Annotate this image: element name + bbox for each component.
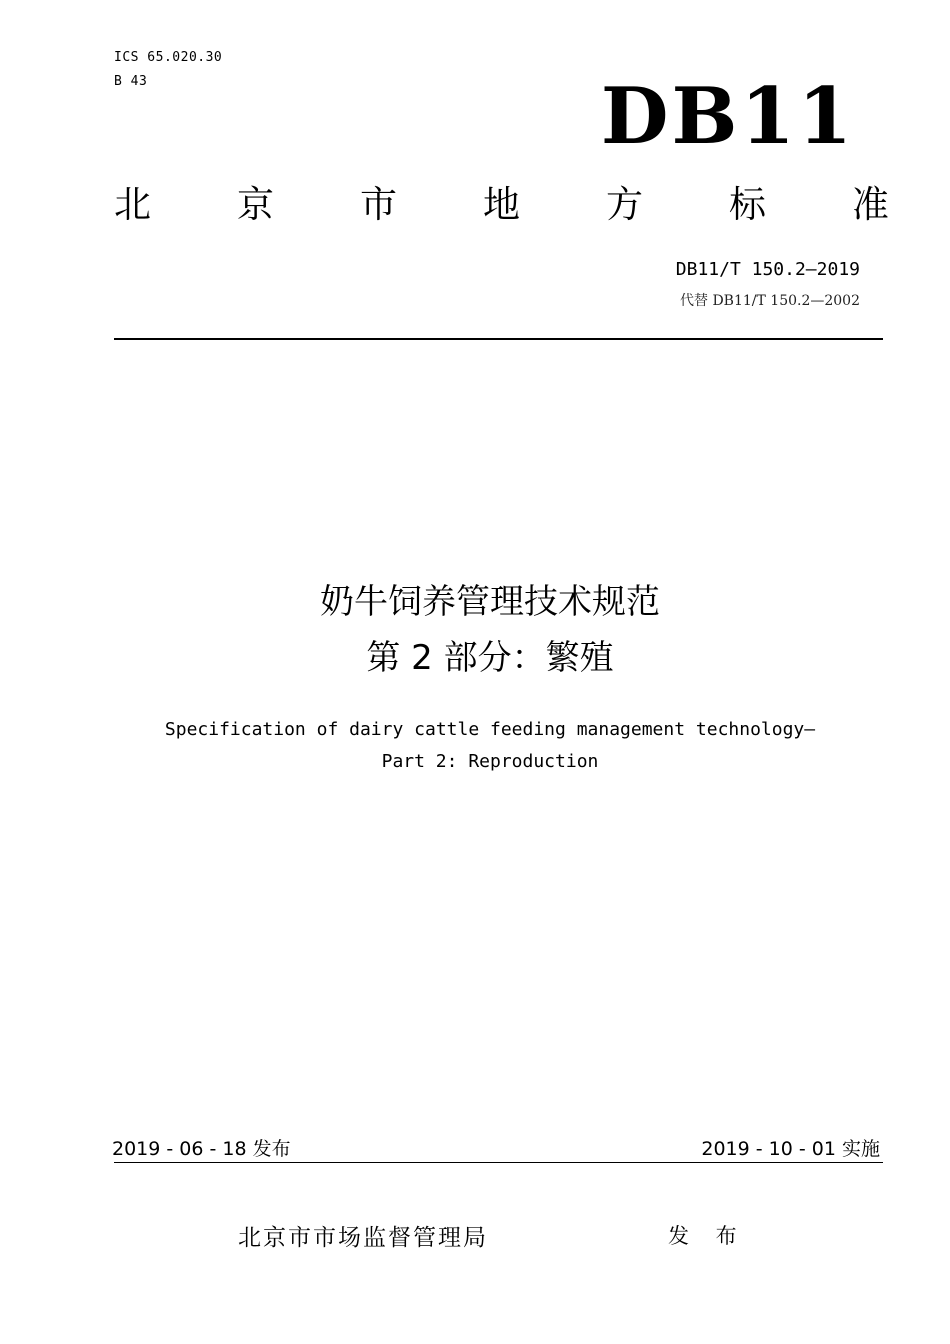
standard-type-char: 准 <box>852 183 889 226</box>
ics-code: ICS 65.020.30 <box>114 50 223 65</box>
standard-type-char: 方 <box>606 183 643 226</box>
top-divider <box>114 338 883 340</box>
bottom-divider <box>114 1162 883 1163</box>
standard-type-char: 地 <box>483 183 520 226</box>
standard-type-char: 标 <box>729 183 766 226</box>
standard-number: DB11/T 150.2—2019 <box>675 259 860 280</box>
implementation-date: 2019 - 10 - 01 实施 <box>701 1138 880 1160</box>
replaces-standard: 代替 DB11/T 150.2—2002 <box>680 293 860 309</box>
issued-label: 发 布 <box>668 1224 747 1248</box>
title-chinese-main: 奶牛饲养管理技术规范 <box>320 582 660 622</box>
ccs-code: B 43 <box>114 74 148 89</box>
issue-date: 2019 - 06 - 18 发布 <box>112 1138 291 1160</box>
standard-type-char: 京 <box>237 183 274 226</box>
standard-type-heading <box>114 183 889 226</box>
title-english-line2: Part 2: Reproduction <box>381 751 599 772</box>
title-chinese-part: 第 2 部分：繁殖 <box>366 638 614 678</box>
issuing-authority: 北京市市场监督管理局 <box>238 1225 488 1251</box>
standard-type-char: 北 <box>114 183 151 226</box>
db11-logo: DB11 <box>600 71 855 162</box>
title-english-line1: Specification of dairy cattle feeding management technology— <box>164 719 816 740</box>
standard-type-char: 市 <box>360 183 397 226</box>
